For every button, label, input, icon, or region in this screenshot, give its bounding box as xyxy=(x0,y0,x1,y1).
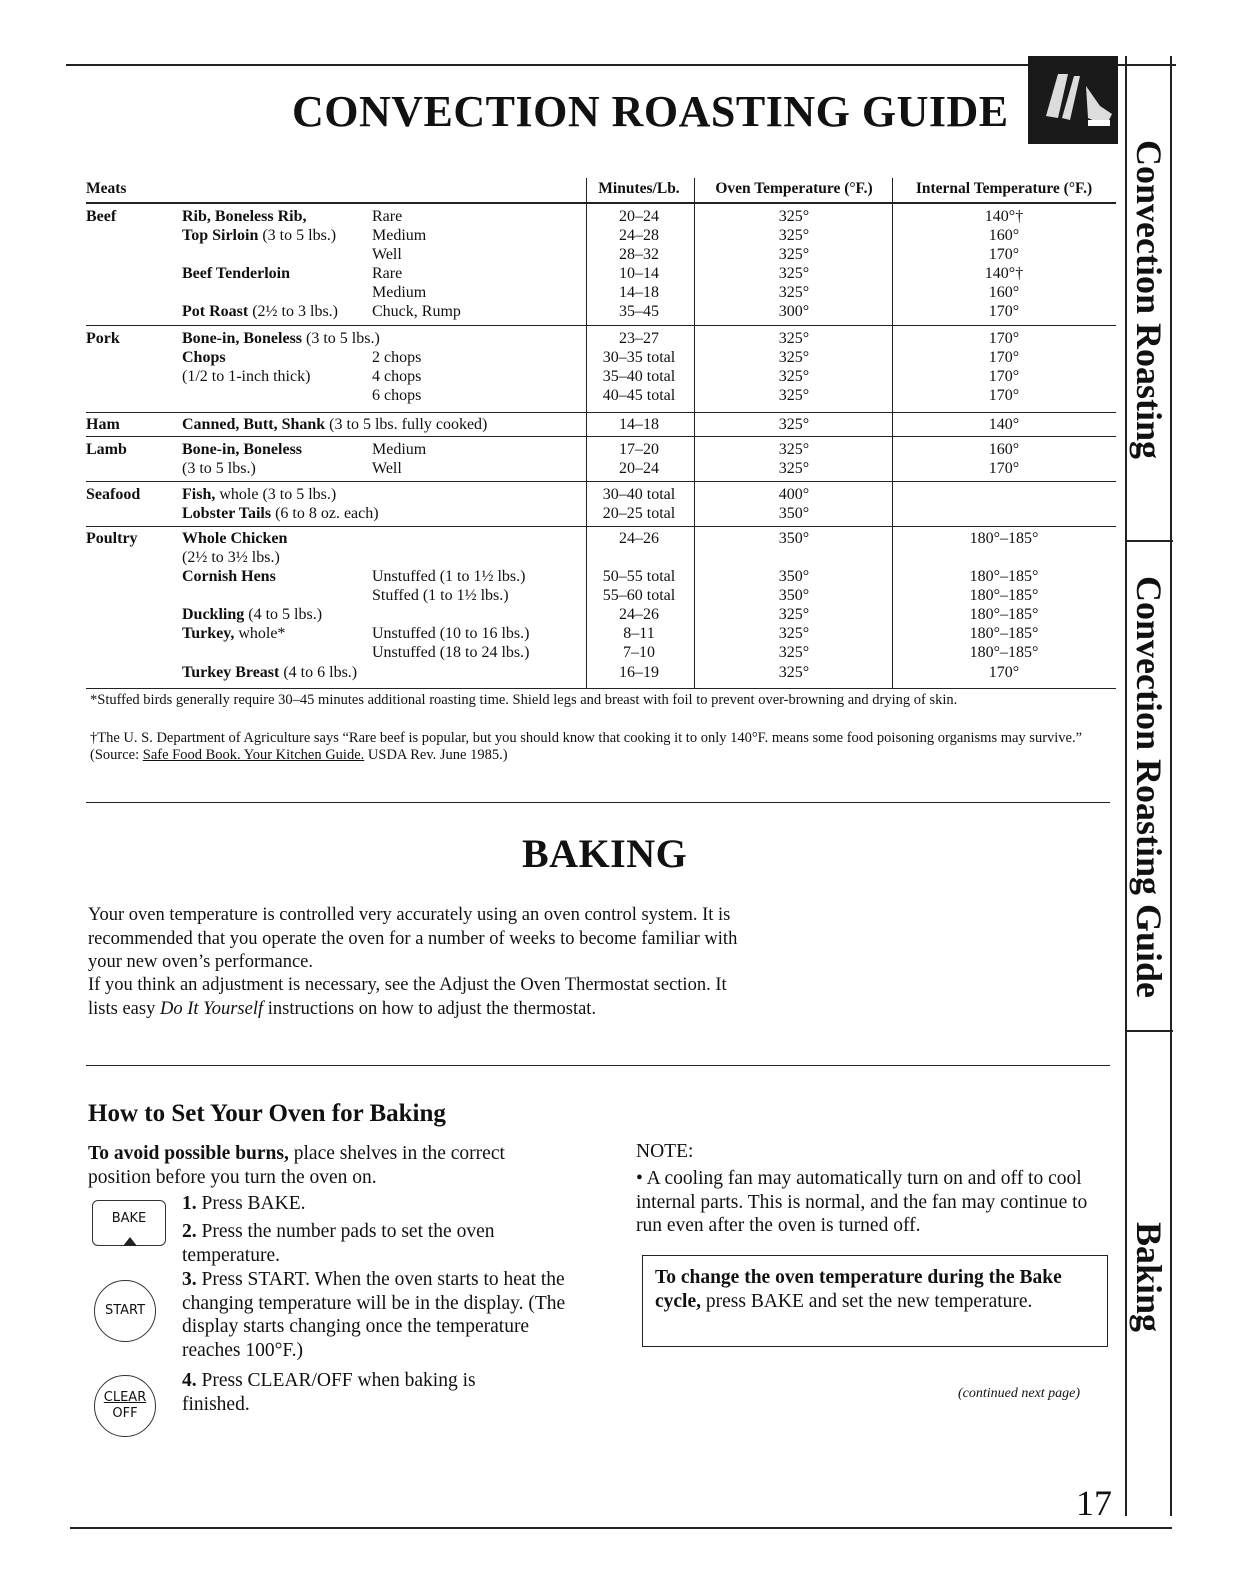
cell-internal-temp: 170° xyxy=(988,330,1020,347)
cell-minutes: 14–18 xyxy=(619,284,659,301)
cell-oven-temp: 325° xyxy=(778,416,810,433)
cell-cut xyxy=(182,625,285,644)
step-1-number: 1. xyxy=(182,1193,197,1214)
burn-warning-bold: To avoid possible burns, xyxy=(88,1143,289,1164)
burn-warning xyxy=(88,1142,568,1189)
group-rule-poultry xyxy=(86,526,1116,527)
cell-oven-temp: 350° xyxy=(778,505,810,522)
note-title: NOTE: xyxy=(636,1141,694,1162)
cell-minutes: 50–55 total xyxy=(602,568,676,585)
cell-internal-temp: 160° xyxy=(988,227,1020,244)
cell-cut xyxy=(182,227,336,246)
cell-cut-detail: (4 to 6 lbs.) xyxy=(279,664,358,681)
cell-minutes: 20–24 xyxy=(619,208,659,225)
cell-cut-detail: (2½ to 3 lbs.) xyxy=(248,303,338,320)
step-4 xyxy=(182,1369,512,1416)
footnote-usda-text-a: †The U. S. Department of Agriculture says “Rare beef is popular, but you should know that cooking it to only 140°F. means some food poisoning organisms may survive.” (Source: xyxy=(90,730,1083,763)
baking-intro-2 xyxy=(88,974,748,1021)
cell-doneness: Well xyxy=(372,246,402,263)
cell-cut-bold: Pot Roast xyxy=(182,303,249,320)
cell-doneness: Unstuffed (1 to 1½ lbs.) xyxy=(372,568,526,585)
cell-oven-temp: 350° xyxy=(778,530,810,547)
cell-minutes: 17–20 xyxy=(619,441,659,458)
step-3 xyxy=(182,1268,567,1362)
cell-minutes: 28–32 xyxy=(619,246,659,263)
bullet-icon: • xyxy=(636,1168,647,1189)
cell-oven-temp: 325° xyxy=(778,368,810,385)
step-1-text: Press BAKE. xyxy=(196,1193,306,1214)
cell-cut xyxy=(182,416,487,435)
header-oven-temp: Oven Temperature (°F.) xyxy=(715,180,873,197)
cell-cut-bold: Duckling xyxy=(182,606,245,623)
step-3-number: 3. xyxy=(182,1269,197,1290)
cell-oven-temp: 325° xyxy=(778,460,810,477)
side-divider-2 xyxy=(1125,1030,1173,1032)
cell-oven-temp: 300° xyxy=(778,303,810,320)
cell-cut xyxy=(182,664,357,683)
bottom-rule xyxy=(70,1527,1172,1529)
cell-cut xyxy=(182,549,280,568)
footnote-usda xyxy=(90,730,1110,764)
cell-internal-temp: 170° xyxy=(988,368,1020,385)
cell-oven-temp: 325° xyxy=(778,349,810,366)
cell-doneness: Chuck, Rump xyxy=(372,303,461,320)
side-rule-right xyxy=(1170,56,1172,1516)
cell-internal-temp: 170° xyxy=(988,387,1020,404)
cell-minutes: 30–35 total xyxy=(602,349,676,366)
temp-change-bold: To change the oven temperature during the Bake cycle, xyxy=(655,1267,1062,1312)
cell-minutes: 40–45 total xyxy=(602,387,676,404)
step-2-number: 2. xyxy=(182,1221,197,1242)
start-key-label: START xyxy=(104,1303,146,1318)
note-text: A cooling fan may automatically turn on and off to cool internal parts. This is normal, and the fan may continue to run even after the oven is turned off. xyxy=(636,1168,1088,1236)
cell-cut-detail: whole* xyxy=(234,625,286,642)
off-key-label: OFF xyxy=(112,1406,138,1421)
cell-doneness: Medium xyxy=(372,227,427,244)
footnote-stuffed xyxy=(90,692,1110,709)
group-rule-pork xyxy=(86,325,1116,326)
step-3-text: Press START. When the oven starts to heat the changing temperature will be in the display. (The display starts changing once the temperature reaches 100°F.) xyxy=(182,1269,566,1361)
cell-cut-bold: Turkey Breast xyxy=(182,664,280,681)
side-tab-convection-roasting-guide[interactable]: Convection Roasting Guide xyxy=(1129,576,1169,999)
cell-category: Lamb xyxy=(86,441,127,458)
cell-minutes: 14–18 xyxy=(619,416,659,433)
cell-internal-temp: 140°† xyxy=(984,265,1024,282)
group-rule-ham xyxy=(86,412,1116,413)
cell-cut-detail: (1/2 to 1-inch thick) xyxy=(182,368,311,385)
corner-tab xyxy=(1028,56,1118,144)
cell-doneness: Unstuffed (10 to 16 lbs.) xyxy=(372,625,530,642)
cell-minutes: 24–26 xyxy=(619,606,659,623)
cell-cut-detail: (3 to 5 lbs.) xyxy=(182,460,256,477)
side-divider-1 xyxy=(1125,540,1173,542)
cell-doneness: Medium xyxy=(372,284,427,301)
start-key[interactable] xyxy=(94,1280,156,1342)
cell-cut-bold: Bone-in, Boneless xyxy=(182,330,303,347)
cell-category: Poultry xyxy=(86,530,138,547)
side-tab-convection-roasting[interactable]: Convection Roasting xyxy=(1129,140,1169,460)
cell-internal-temp: 140° xyxy=(988,416,1020,433)
cell-cut xyxy=(182,460,256,479)
cell-cut-detail: (3 to 5 lbs.) xyxy=(302,330,380,347)
cell-cut-bold: Canned, Butt, Shank xyxy=(182,416,326,433)
cell-cut xyxy=(182,330,380,349)
cell-minutes: 35–40 total xyxy=(602,368,676,385)
how-to-title: How to Set Your Oven for Baking xyxy=(88,1100,446,1127)
cell-cut xyxy=(182,368,310,387)
cell-cut-detail: (6 to 8 oz. each) xyxy=(271,505,379,522)
cell-cut-bold: Fish, xyxy=(182,486,216,503)
cell-cut-bold: Bone-in, Boneless xyxy=(182,441,303,458)
cell-cut-detail: (2½ to 3½ lbs.) xyxy=(182,549,280,566)
cell-oven-temp: 325° xyxy=(778,441,810,458)
header-meats: Meats xyxy=(86,180,127,197)
cell-doneness: Stuffed (1 to 1½ lbs.) xyxy=(372,587,509,604)
cell-cut xyxy=(182,530,287,549)
cell-oven-temp: 325° xyxy=(778,644,810,661)
cell-doneness: 2 chops xyxy=(372,349,422,366)
cell-minutes: 24–28 xyxy=(619,227,659,244)
cell-minutes: 20–25 total xyxy=(602,505,676,522)
cell-internal-temp: 180°–185° xyxy=(969,530,1039,547)
oven-mitt-icon xyxy=(1028,56,1118,144)
cell-oven-temp: 325° xyxy=(778,330,810,347)
triangle-icon xyxy=(123,1237,137,1246)
cell-minutes: 24–26 xyxy=(619,530,659,547)
cell-doneness: Rare xyxy=(372,265,403,282)
cell-oven-temp: 350° xyxy=(778,587,810,604)
cell-internal-temp: 180°–185° xyxy=(969,606,1039,623)
cell-category: Ham xyxy=(86,416,120,433)
group-rule-seafood xyxy=(86,481,1116,482)
cell-cut xyxy=(182,208,306,227)
step-1 xyxy=(182,1192,552,1216)
cell-cut-bold: Whole Chicken xyxy=(182,530,288,547)
side-tab-baking[interactable]: Baking xyxy=(1129,1222,1169,1333)
footnote-usda-text-b: USDA Rev. June 1985.) xyxy=(364,747,508,763)
cell-internal-temp: 180°–185° xyxy=(969,568,1039,585)
cell-oven-temp: 325° xyxy=(778,606,810,623)
section-rule-2 xyxy=(86,1065,1110,1066)
cell-doneness: Medium xyxy=(372,441,427,458)
header-internal-temp: Internal Temperature (°F.) xyxy=(915,180,1093,197)
baking-intro-2-b: instructions on how to adjust the thermostat. xyxy=(263,998,597,1019)
col-rule-1 xyxy=(586,178,587,688)
page-title: CONVECTION ROASTING GUIDE xyxy=(292,87,1009,136)
cell-internal-temp: 170° xyxy=(988,664,1020,681)
cell-doneness: 6 chops xyxy=(372,387,422,404)
col-rule-3 xyxy=(892,178,893,688)
footnote-stuffed-text: *Stuffed birds generally require 30–45 minutes additional roasting time. Shield legs and breast with foil to prevent over-browning and drying of skin. xyxy=(90,692,958,708)
cell-oven-temp: 325° xyxy=(778,387,810,404)
cell-cut xyxy=(182,349,226,368)
baking-intro-2-a: If you think an adjustment is necessary, see the Adjust the Oven Thermostat section. It lists easy xyxy=(88,975,727,1019)
cell-cut-detail: (3 to 5 lbs. fully cooked) xyxy=(325,416,488,433)
side-rule-left xyxy=(1125,56,1127,1516)
note-item xyxy=(636,1167,1106,1238)
clear-key-label: CLEAR xyxy=(103,1390,147,1405)
cell-internal-temp: 180°–185° xyxy=(969,587,1039,604)
cell-minutes: 23–27 xyxy=(619,330,659,347)
cell-internal-temp: 170° xyxy=(988,460,1020,477)
cell-oven-temp: 325° xyxy=(778,625,810,642)
cell-minutes: 7–10 xyxy=(623,644,655,661)
cell-internal-temp: 170° xyxy=(988,349,1020,366)
col-rule-2 xyxy=(694,178,695,688)
cell-oven-temp: 325° xyxy=(778,284,810,301)
cell-minutes: 30–40 total xyxy=(602,486,676,503)
cell-cut-bold: Cornish Hens xyxy=(182,568,276,585)
cell-internal-temp: 170° xyxy=(988,246,1020,263)
group-rule-lamb xyxy=(86,436,1116,437)
cell-oven-temp: 325° xyxy=(778,208,810,225)
cell-internal-temp: 140°† xyxy=(984,208,1024,225)
cell-cut xyxy=(182,568,276,587)
step-2-text: Press the number pads to set the oven temperature. xyxy=(182,1221,495,1266)
temp-change-text xyxy=(655,1266,1085,1313)
continued-note: (continued next page) xyxy=(958,1386,1081,1401)
baking-intro-2-em: Do It Yourself xyxy=(159,998,264,1019)
cell-internal-temp: 170° xyxy=(988,303,1020,320)
cell-cut xyxy=(182,303,338,322)
section-rule-1 xyxy=(86,802,1110,803)
cell-cut xyxy=(182,505,379,524)
cell-doneness: Rare xyxy=(372,208,403,225)
cell-oven-temp: 400° xyxy=(778,486,810,503)
cell-cut xyxy=(182,441,302,460)
cell-minutes: 16–19 xyxy=(619,664,659,681)
cell-internal-temp: 180°–185° xyxy=(969,625,1039,642)
temp-change-rest: press BAKE and set the new temperature. xyxy=(701,1290,1033,1312)
cell-minutes: 35–45 xyxy=(619,303,659,320)
cell-oven-temp: 325° xyxy=(778,246,810,263)
bake-key[interactable] xyxy=(92,1200,166,1246)
cell-cut-detail: (4 to 5 lbs.) xyxy=(244,606,323,623)
cell-doneness: 4 chops xyxy=(372,368,422,385)
cell-cut-bold: Chops xyxy=(182,349,226,366)
cell-internal-temp: 180°–185° xyxy=(969,644,1039,661)
step-4-number: 4. xyxy=(182,1370,197,1391)
top-rule xyxy=(66,64,1176,66)
cell-cut-detail: whole (3 to 5 lbs.) xyxy=(215,486,337,503)
cell-cut xyxy=(182,486,336,505)
burn-warning-text: place shelves in the correct position before you turn the oven on. xyxy=(88,1143,505,1188)
cell-cut-bold: Rib, Boneless Rib, xyxy=(182,208,307,225)
cell-minutes: 55–60 total xyxy=(602,587,676,604)
cell-oven-temp: 325° xyxy=(778,227,810,244)
cell-doneness: Unstuffed (18 to 24 lbs.) xyxy=(372,644,530,661)
cell-oven-temp: 350° xyxy=(778,568,810,585)
cell-cut xyxy=(182,265,290,284)
cell-cut xyxy=(182,606,322,625)
clear-off-key[interactable] xyxy=(94,1375,156,1437)
page-number: 17 xyxy=(1076,1483,1112,1523)
header-rule xyxy=(86,202,1116,204)
cell-oven-temp: 325° xyxy=(778,265,810,282)
footnote-usda-source-link[interactable]: Safe Food Book. Your Kitchen Guide. xyxy=(142,747,365,763)
step-2 xyxy=(182,1220,552,1267)
step-4-text: Press CLEAR/OFF when baking is finished. xyxy=(182,1370,476,1415)
cell-cut-bold: Lobster Tails xyxy=(182,505,272,522)
table-bottom-rule xyxy=(86,688,1116,689)
cell-cut-bold: Beef Tenderloin xyxy=(182,265,291,282)
cell-minutes: 20–24 xyxy=(619,460,659,477)
cell-internal-temp: 160° xyxy=(988,441,1020,458)
table-header xyxy=(86,178,1116,200)
cell-category: Seafood xyxy=(86,486,141,503)
cell-cut-detail: (3 to 5 lbs.) xyxy=(258,227,337,244)
cell-doneness: Well xyxy=(372,460,402,477)
cell-cut-bold: Turkey, xyxy=(182,625,235,642)
bake-key-label: BAKE xyxy=(111,1211,147,1226)
baking-intro-1: Your oven temperature is controlled very accurately using an oven control system. It is recommended that you operate the oven for a number of weeks to become familiar with your new oven’s performance. xyxy=(88,905,738,972)
cell-cut-bold: Top Sirloin xyxy=(182,227,259,244)
cell-internal-temp: 160° xyxy=(988,284,1020,301)
cell-minutes: 10–14 xyxy=(619,265,659,282)
cell-category: Beef xyxy=(86,208,117,225)
header-minutes: Minutes/Lb. xyxy=(598,180,680,197)
baking-title: BAKING xyxy=(522,831,688,876)
cell-minutes: 8–11 xyxy=(623,625,655,642)
cell-category: Pork xyxy=(86,330,120,347)
temp-change-box xyxy=(642,1255,1108,1347)
cell-oven-temp: 325° xyxy=(778,664,810,681)
